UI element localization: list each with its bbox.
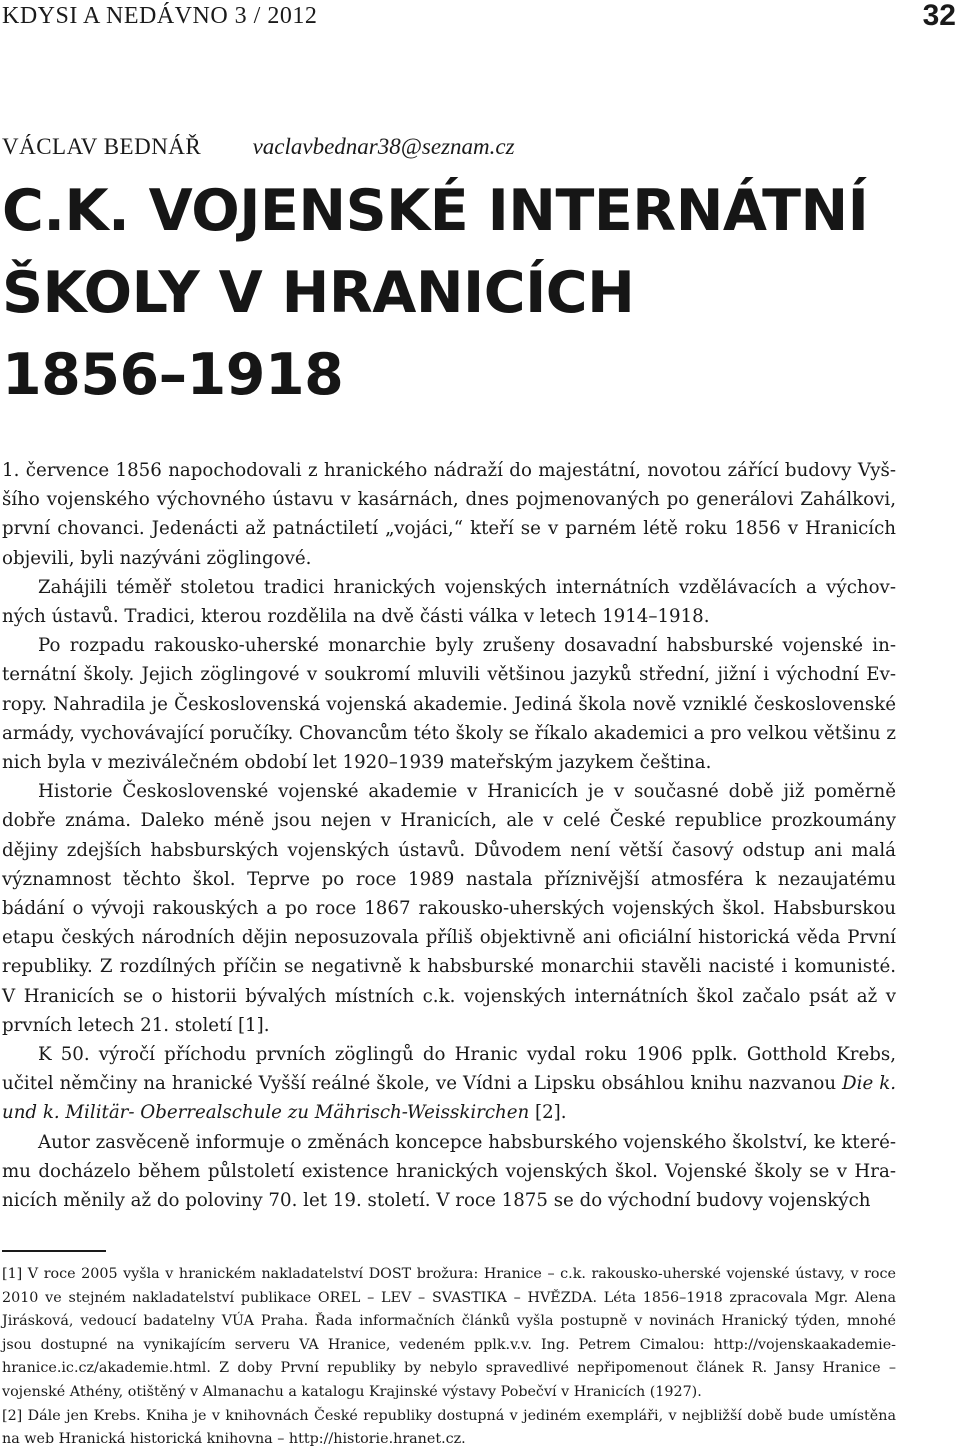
page-number: 32 <box>922 0 956 32</box>
paragraph-1: 1. července 1856 napochodovali z hranického nádraží do majestátní, novotou zářící budovy Vyššího vojenského výchovného ústavu v kasárnách, dnes pojmenovaných po generálovi Zahálkovi, první chovanci. Jedenácti až patnáctiletí „vojáci,“ kteří se v parném létě roku 1856 v Hranicích objevili, byli nazýváni zöglingové. <box>2 460 896 569</box>
author-name: VÁCLAV BEDNÁŘ <box>2 134 202 159</box>
paragraph-4: Historie Československé vojenské akademie v Hranicích je v současné době již poměrně dobře známa. Daleko méně jsou nejen v Hranicích, ale v celé České republice prozkoumány dějiny zdejších habsburských vojenských ústavů. Důvodem není větší časový odstup ani malá významnost těchto škol. Teprve po roce 1989 nastala příznivější atmosféra k nezaujatému bádání o vývoji rakouských a po roce 1867 rakousko-uherských vojenských škol. Habsburskou etapu českých národních dějin neposuzovala příliš objektivně ani oficiální historická věda První republiky. Z rozdílných příčin se negativně k habsburské monarchii stavěli nacisté i komunisté. V Hranicích se o historii bývalých místních c.k. vojenských internátních škol začalo psát až v prvních letech 21. století [1]. <box>2 781 896 1036</box>
book-title: Die k. und k. Militär- Oberrealschule zu Mährisch-Weisskirchen <box>2 1073 896 1124</box>
author-email[interactable]: vaclavbednar38@seznam.cz <box>252 134 515 159</box>
paragraph-2: Zahájili téměř stoletou tradici hranických vojenských internátních vzdělávacích a výchovných ústavů. Tradici, kterou rozdělila na dvě části válka v letech 1914–1918. <box>2 576 896 628</box>
title-line-1: C.K. VOJENSKÉ INTERNÁTNÍ <box>2 178 869 244</box>
title-line-3: 1856–1918 <box>2 342 344 408</box>
footnote-1: [1] V roce 2005 vyšla v hranickém nakladatelství DOST brožura: Hranice – c.k. rakousko-uherské vojenské ústavy, v roce 2010 ve stejném nakladatelství publikace OREL – LEV – SVASTIKA – HVĚZDA. Léta 1856–1918 zpracovala Mgr. Alena Jirásková, vedoucí badatelny VÚA Praha. Řada informačních článků vyšla postupně v novinách Hranický týden, mnohé jsou dostupné na vynikajícím serveru VA Hranice, vedeném pplk.v.v. Ing. Petrem Cimalou: http://vojenskaakademiehranice.ic.cz/akademie.html. Z doby První republiky by nebylo spravedlivé nepřipomenout článek R. Jansy Hranice – vojenské Athény, otištěný v Almanachu a katalogu Krajinské výstavy Pobečví v Hranicích (1927). <box>2 1266 896 1400</box>
paragraph-5-reference: [2]. <box>529 1102 567 1124</box>
paragraph-5-text: K 50. výročí příchodu prvních zöglingů do Hranic vydal roku 1906 pplk. Gotthold Krebs, učitel němčiny na hranické Vyšší reálné škole, ve Vídni a Lipsku obsáhlou knihu nazvanou <box>2 1044 896 1095</box>
author-line <box>2 131 515 163</box>
article-title <box>2 170 868 416</box>
footnote-divider <box>2 1250 106 1252</box>
footnote-2: [2] Dále jen Krebs. Kniha je v knihovnách České republiky dostupná v jediném exempláři, v nejbližší době bude umístěna na web Hranická historická knihovna – http://historie.hranet.cz. <box>2 1407 896 1448</box>
paragraph-6: Autor zasvěceně informuje o změnách koncepce habsburského vojenského školství, ke kterému docházelo během půlstoletí existence hranických vojenských škol. Vojenské školy se v Hranicích měnily až do poloviny 70. let 19. století. V roce 1875 se do východní budovy vojenských <box>2 1131 896 1212</box>
journal-series: KDYSI A NEDÁVNO 3 / 2012 <box>2 3 318 29</box>
paragraph-5 <box>2 1040 896 1128</box>
paragraph-3: Po rozpadu rakousko-uherské monarchie byly zrušeny dosavadní habsburské vojenské internátní školy. Jejich zöglingové v soukromí mluvili většinou jazyků střední, jižní i východní Evropy. Nahradila je Československá vojenská akademie. Jediná škola nově vzniklé československé armády, vychovávající poručíky. Chovancům této školy se říkalo akademici a pro velkou většinu z nich byla v meziválečném období let 1920–1939 mateřským jazykem čeština. <box>2 635 896 774</box>
footnotes <box>2 1263 896 1452</box>
article-body <box>2 456 896 1215</box>
title-line-2: ŠKOLY V HRANICÍCH <box>2 260 635 326</box>
